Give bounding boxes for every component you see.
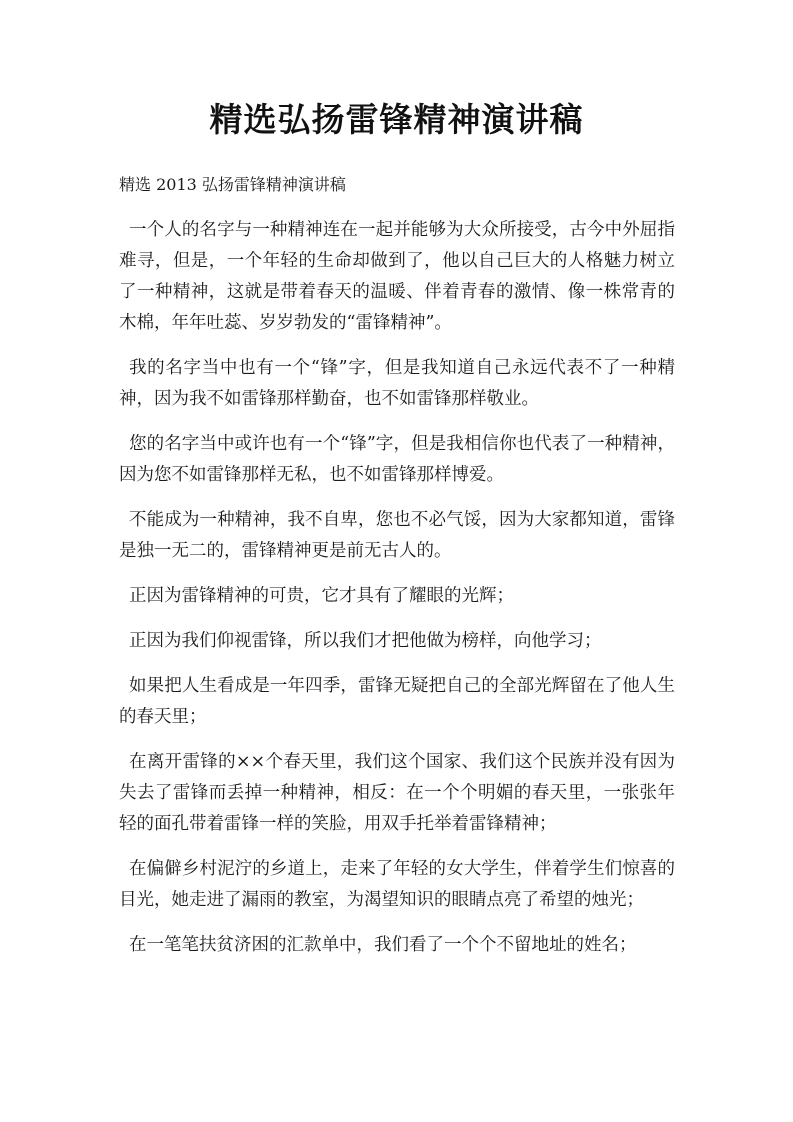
paragraph: 在一笔笔扶贫济困的汇款单中，我们看了一个个不留地址的姓名； — [129, 935, 637, 955]
paragraph: 一个人的名字与一种精神连在一起并能够为大众所接受，古今中外屈指难寻，但是，一个年轻的生命却做到了，他以自己巨大的人格魅力树立了一种精神，这就是带着春天的温暖、伴着青春的激情、像一株常青的木棉，年年吐蕊、岁岁勃发的“雷锋精神”。 — [119, 220, 675, 333]
document-body — [119, 215, 675, 975]
paragraph: 您的名字当中或许也有一个“锋”字，但是我相信你也代表了一种精神，因为您不如雷锋那样无私，也不如雷锋那样博爱。 — [119, 434, 675, 485]
paragraph: 正因为我们仰视雷锋，所以我们才把他做为榜样，向他学习； — [129, 631, 602, 651]
paragraph: 在离开雷锋的××个春天里，我们这个国家、我们这个民族并没有因为失去了雷锋而丢掉一种精神，相反：在一个个明媚的春天里，一张张年轻的面孔带着雷锋一样的笑脸，用双手托举着雷锋精神； — [119, 752, 675, 834]
document-subtitle: 精选 2013 弘扬雷锋精神演讲稿 — [119, 175, 346, 194]
paragraph: 正因为雷锋精神的可贵，它才具有了耀眼的光辉； — [129, 586, 514, 606]
paragraph: 不能成为一种精神，我不自卑，您也不必气馁，因为大家都知道，雷锋是独一无二的，雷锋精神更是前无古人的。 — [119, 510, 675, 561]
document-title: 精选弘扬雷锋精神演讲稿 — [209, 100, 584, 139]
paragraph: 我的名字当中也有一个“锋”字，但是我知道自己永远代表不了一种精神，因为我不如雷锋那样勤奋，也不如雷锋那样敬业。 — [119, 358, 675, 409]
paragraph: 如果把人生看成是一年四季，雷锋无疑把自己的全部光辉留在了他人生的春天里； — [119, 676, 675, 727]
paragraph: 在偏僻乡村泥泞的乡道上，走来了年轻的女大学生，伴着学生们惊喜的目光，她走进了漏雨的教室，为渴望知识的眼睛点亮了希望的烛光； — [119, 859, 675, 910]
